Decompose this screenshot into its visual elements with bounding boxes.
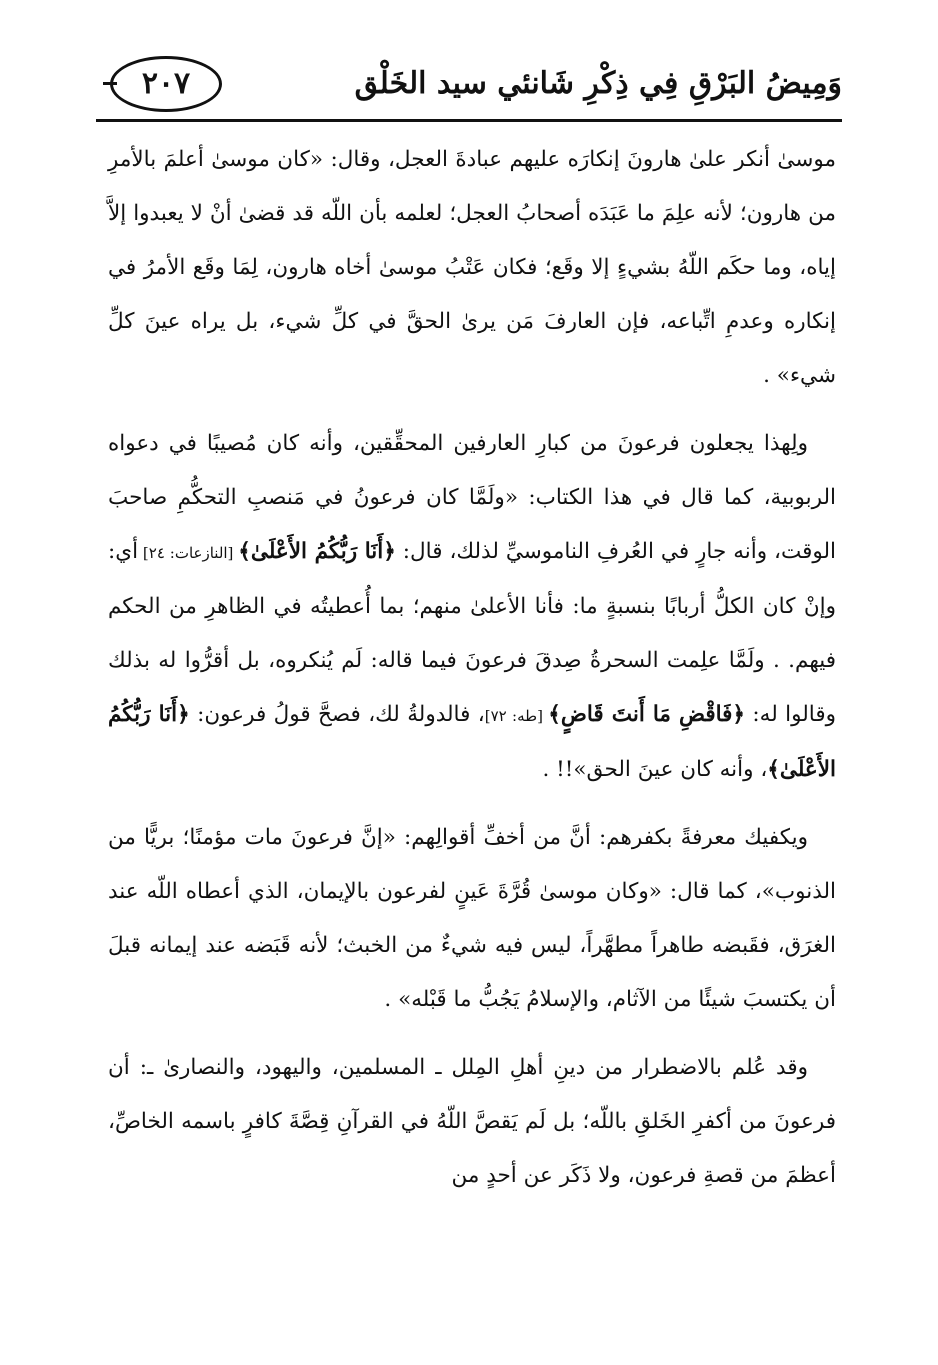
page-number: ٢٠٧ — [141, 66, 191, 101]
verse-reference-1: [النازعات: ٢٤] — [138, 544, 239, 562]
body-text — [108, 133, 836, 1203]
page-header — [96, 44, 842, 122]
paragraph-3-text: ويكفيك معرفةً بكفرهم: أنَّ من أخفِّ أقوالِهم: «إنَّ فرعونَ مات مؤمنًا؛ بريًّا من الذنوب»، كما قال: «وكان موسىٰ قُرَّةَ عَينٍ لفرعون بالإيمان، الذي أعطاه اللّه عند الغرَق، فقَبضه طاهراً مطهَّراً، ليس فيه شيءٌ من الخبث؛ لأنه قَبَضه عند إيمانه قبلَ أن يكتسبَ شيئًا من الآثام، والإسلامُ يَجُبُّ ما قَبْله» . — [108, 825, 836, 1012]
header-divider — [96, 119, 842, 122]
quran-verse-1: ﴿أَنَا رَبُّكُمُ الأَعْلَىٰ﴾ — [238, 539, 396, 564]
paragraph-2-text-2: أي: وإنْ كان الكلُّ أربابًا بنسبةٍ ما: فأنا الأعلىٰ منهم؛ بما أُعطيتُه في الظاهرِ من الحكم فيهم. . ولَمَّا علِمت السحرةُ صِدقَ فرعونَ فيما قاله: لَم يُنكروه، بل أقرُّوا له بذلك وقالوا له: — [108, 539, 836, 727]
paragraph-4-text: وقد عُلم بالاضطرار من دينِ أهلِ المِلل ـ المسلمين، واليهود، والنصارىٰ ـ: أن فرعونَ من أكفرِ الخَلقِ باللّه؛ بل لَم يَقصَّ اللّهُ في القرآنِ قِصَّةَ كافرٍ باسمه الخاصِّ، أعظمَ من قصةِ فرعون، ولا ذَكَر عن أحدٍ من — [108, 1055, 836, 1188]
paragraph-3 — [108, 811, 836, 1027]
paragraph-1 — [108, 133, 836, 403]
quran-verse-3: ﴿أَنَا رَبُّكُمُ الأَعْلَىٰ﴾ — [108, 702, 836, 782]
paragraph-1-text: موسىٰ أنكر علىٰ هارونَ إنكارَه عليهم عبادةَ العجل، وقال: «كان موسىٰ أعلمَ بالأمرِ من هارون؛ لأنه علِمَ ما عَبَدَه أصحابُ العجل؛ لعلمه بأن اللّه قد قضىٰ أنْ لا يعبدوا إلاَّ إياه، وما حكَم اللّهُ بشيءٍ إلا وقَع؛ فكان عَتْبُ موسىٰ أخاه هارون، لِمَا وقَع الأمرُ في إنكاره وعدمِ اتِّباعه، فإن العارفَ مَن يرىٰ الحقَّ في كلِّ شيء، بل يراه عينَ كلِّ شيء» . — [108, 147, 836, 388]
paragraph-2 — [108, 417, 836, 797]
running-title: وَمِيضُ البَرْقِ فِي ذِكْرِ شَانئي سيد الخَلْق — [354, 66, 842, 101]
page-number-oval — [110, 56, 222, 112]
verse-reference-2: [طه: ٧٢] — [484, 707, 549, 725]
paragraph-2-text-1: ولِهذا يجعلون فرعونَ من كبارِ العارفين المحقِّقين، وأنه كان مُصيبًا في دعواه الربوبية، كما قال في هذا الكتاب: «ولَمَّا كان فرعونُ في مَنصبِ التحكُّمِ صاحبَ الوقت، وأنه جارٍ في العُرفِ الناموسيِّ لذلك، قال: — [108, 431, 836, 564]
paragraph-2-text-4: ، وأنه كان عينَ الحق»!! . — [542, 757, 768, 782]
paragraph-4 — [108, 1041, 836, 1203]
paragraph-2-text-3: ، فالدولةُ لك، فصحَّ قولُ فرعون: — [189, 702, 485, 727]
quran-verse-2: ﴿فَاقْضِ مَا أَنتَ قَاضٍ﴾ — [548, 702, 746, 727]
